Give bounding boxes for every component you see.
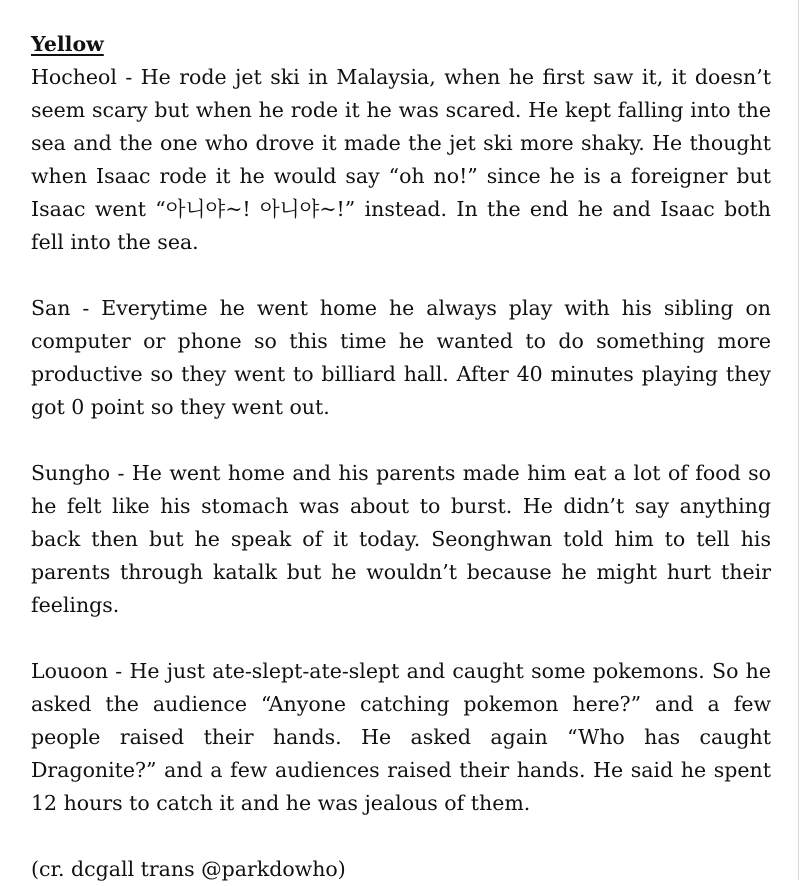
paragraph-hocheol: Hocheol - He rode jet ski in Malaysia, when he first saw it, it doesn’t seem scary but when he rode it he was scared. He kept falling into the sea and the one who drove it made the jet ski more shaky. He thought when Isaac rode it he would say “oh no!” since he is a foreigner but Isaac went “아니야~! 아니야~!” instead. In the end he and Isaac both fell into the sea. <box>31 65 771 254</box>
document-body <box>31 28 771 886</box>
paragraph-sungho: Sungho - He went home and his parents made him eat a lot of food so he felt like his stomach was about to burst. He didn’t say anything back then but he speak of it today. Seonghwan told him to tell his parents through katalk but he wouldn’t because he might hurt their feelings. <box>31 461 771 617</box>
section-heading: Yellow <box>31 32 104 56</box>
credit-line: (cr. dcgall trans @parkdowho) <box>31 857 346 881</box>
paragraph-louoon: Louoon - He just ate-slept-ate-slept and caught some pokemons. So he asked the audience “Anyone catching pokemon here?” and a few people raised their hands. He asked again “Who has caught Dragonite?” and a few audiences raised their hands. He said he spent 12 hours to catch it and he was jealous of them. <box>31 659 771 815</box>
paragraph-san: San - Everytime he went home he always play with his sibling on computer or phone so this time he wanted to do something more productive so they went to billiard hall. After 40 minutes playing they got 0 point so they went out. <box>31 296 771 419</box>
